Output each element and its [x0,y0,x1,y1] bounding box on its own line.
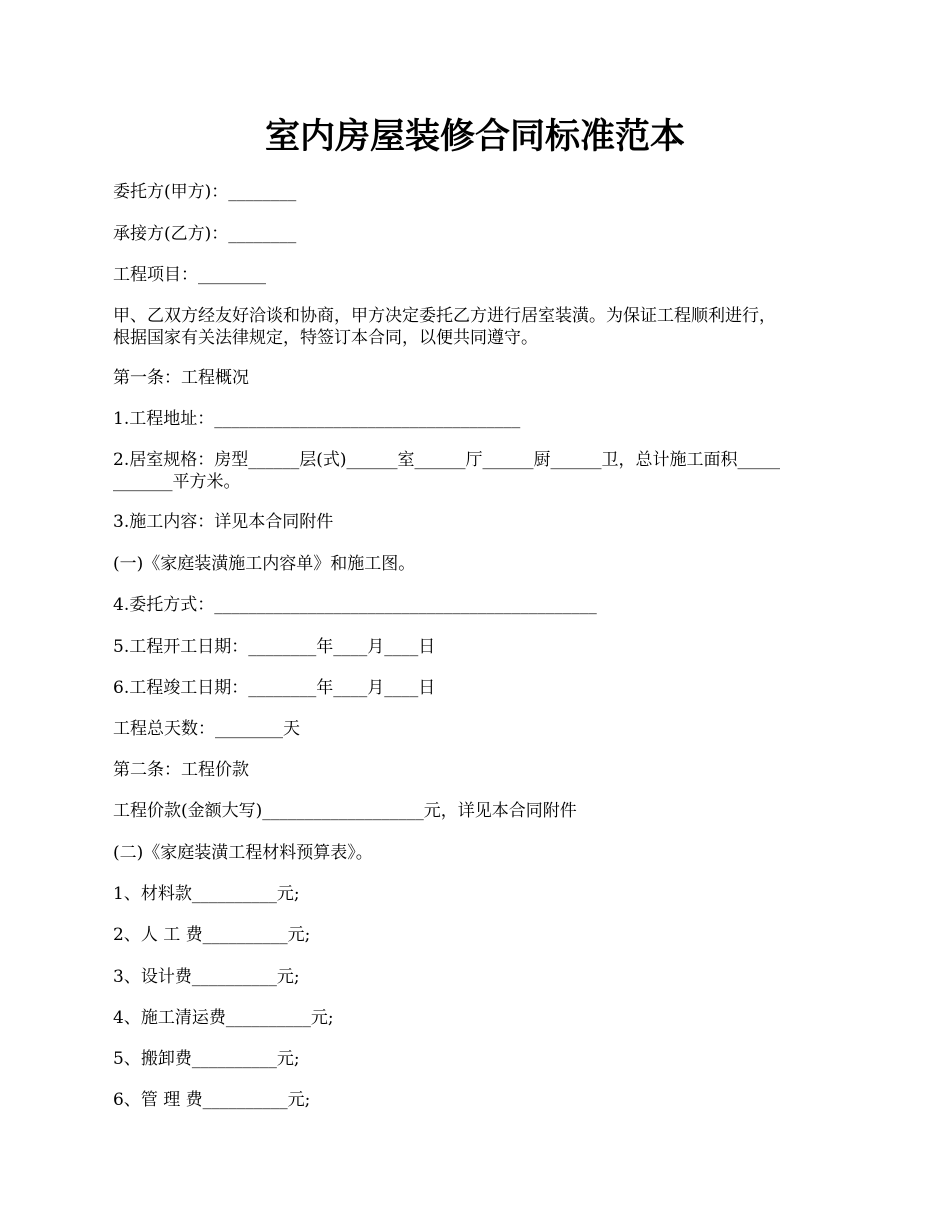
intro-line-1: 甲、乙双方经友好洽谈和协商，甲方决定委托乙方进行居室装潢。为保证工程顺利进行， [113,306,776,326]
moving-fee-line: 5、搬卸费__________元; [113,1049,300,1069]
cleanup-fee-line: 4、施工清运费__________元; [113,1008,334,1028]
project-line: 工程项目：________ [113,265,266,285]
price-line: 工程价款(金额大写)___________________元，详见本合同附件 [113,801,577,821]
commission-method-line: 4.委托方式：_____________________________________________ [113,595,597,615]
design-fee-line: 3、设计费__________元; [113,967,300,987]
management-fee-line: 6、管 理 费__________元; [113,1090,311,1110]
article-1-heading: 第一条：工程概况 [113,368,249,388]
total-days-line: 工程总天数：________天 [113,719,300,739]
room-spec-line-2: _______平方米。 [113,472,241,492]
intro-line-2: 根据国家有关法律规定，特签订本合同，以便共同遵守。 [113,328,538,348]
party-b-line: 承接方(乙方)：________ [113,224,297,244]
party-a-line: 委托方(甲方)：________ [113,182,297,202]
room-spec-line-1: 2.居室规格：房型______层(式)______室______厅______厨______卫，总计施工面积_____ [113,450,780,470]
material-cost-line: 1、材料款__________元; [113,884,300,904]
attachment-1-line: (一)《家庭装潢施工内容单》和施工图。 [113,554,416,574]
address-line: 1.工程地址：____________________________________ [113,409,521,429]
start-date-line: 5.工程开工日期：________年____月____日 [113,637,436,657]
intro-paragraph [113,305,841,349]
attachment-2-line: (二)《家庭装潢工程材料预算表》。 [113,843,373,863]
labor-cost-line: 2、人 工 费__________元; [113,925,311,945]
completion-date-line: 6.工程竣工日期：________年____月____日 [113,678,436,698]
document-title: 室内房屋装修合同标准范本 [264,116,685,157]
construction-content-line: 3.施工内容：详见本合同附件 [113,512,334,532]
article-2-heading: 第二条：工程价款 [113,760,249,780]
room-spec-paragraph [113,449,841,493]
